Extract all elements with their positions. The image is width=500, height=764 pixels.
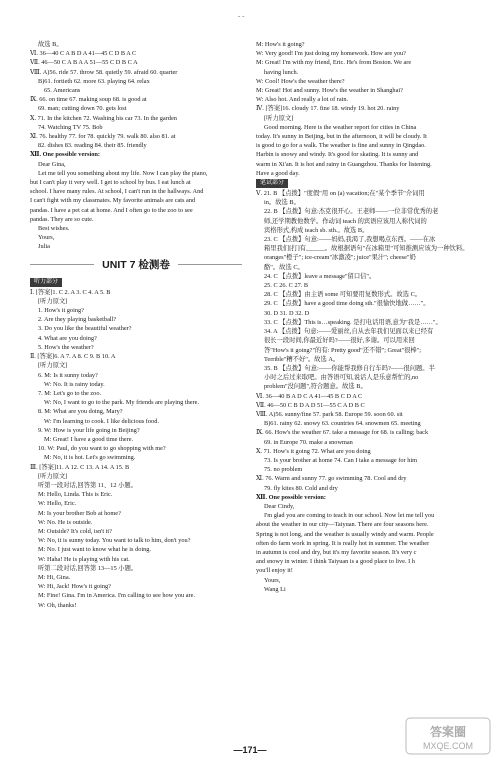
left-line: Ⅹ. 71. In the kitchen 72. Washing his car 73. In the garden <box>30 114 177 122</box>
left-line: W: No, it is sunny today. You want to talk to him, don't you? <box>38 537 191 545</box>
right-line: Spring is not long, and the weather is usually windy and warm. People <box>256 530 434 538</box>
left-column <box>30 40 242 610</box>
right-line: 35. B 【点拨】句意:——你能帮我修自行车吗?——很问题。半 <box>264 364 435 372</box>
written-section-label: 笔试部分 <box>256 179 288 188</box>
right-line: 答"How's it going?"的有: Pretty good"还不错"; Great"很棒"; <box>264 346 422 354</box>
right-line: 很长一段时间,你最近好吗?——很好,多谢。可以用来回 <box>264 337 415 345</box>
right-line: today. It's sunny in Beijing, but in the afternoon, it will be cloudy. It <box>256 133 427 141</box>
left-line: W: Haha! He is playing with his cat. <box>38 555 130 563</box>
left-line: Ⅱ. [答案]6. A 7. A 8. C 9. B 10. A <box>30 353 116 361</box>
left-line: but I can't play it very well. I get to school by bus. I eat lunch at <box>30 179 191 187</box>
left-line: 3. Do you like the beautiful weather? <box>38 325 132 333</box>
right-line: 30. D 31. D 32. D <box>264 309 310 317</box>
left-line: [听力原文] <box>38 362 68 370</box>
right-line: 22. B 【点拨】句意:杰克很开心。王老师——一位非常优秀的老 <box>264 208 439 216</box>
right-line: 23. C 【点拨】句意:——妈妈,我渴了,我想喝点东西。——在冰 <box>264 236 436 244</box>
right-line: about the weather in our city—Taiyuan. There are four seasons here. <box>256 521 429 529</box>
left-line: 82. dishes 83. reading 84. their 85. friendly <box>38 142 147 150</box>
right-line: 宾格形式,构成 teach sb. sth.。故选 B。 <box>264 226 369 234</box>
left-line: W: No, I want to go to the park. My friends are playing there. <box>44 399 200 407</box>
left-line: Ⅺ. 76. healthy 77. for 78. quickly 79. walk 80. also 81. at <box>30 133 176 141</box>
right-line: Harbin is snowy and windy. It's good for skating. It is sunny and <box>256 151 419 159</box>
left-line: I can't fight with my classmates. My favorite animals are cats and <box>30 197 196 205</box>
left-answers-unit6 <box>30 40 242 252</box>
right-written-answers <box>256 189 474 594</box>
left-line: pandas. I have a pet cat at home. And I often go to the zoo to see <box>30 206 193 214</box>
right-line: problem"没问题",符合题意。故选 B。 <box>264 383 367 391</box>
left-line: M: Is your brother Bob at home? <box>38 509 121 517</box>
unit-title: UNIT 7 检测卷 <box>94 256 178 274</box>
right-line: Ⅳ. [答案]16. cloudy 17. fine 18. windy 19. hot 20. rainy <box>256 105 400 113</box>
left-line: W: Oh, thanks! <box>38 601 77 609</box>
left-line: M: Fine! Gina. I'm in America. I'm calling to see how you are. <box>38 592 196 600</box>
right-line: Wang Li <box>264 585 286 593</box>
left-line: Let me tell you something about my life. Now I can play the piano, <box>38 169 208 177</box>
right-line: you'll enjoy it! <box>256 567 293 575</box>
left-line: Julia <box>38 243 50 251</box>
unit-banner <box>30 256 242 274</box>
right-line: M: Great! I'm with my friend, Eric. He's from Boston. We are <box>256 59 412 67</box>
right-line: B)61. rainy 62. snowy 63. countries 64. snowmen 65. meeting <box>264 420 421 428</box>
right-line: 33. C 【点拨】This is…speaking. 是打电话用语,意为"我是……"。 <box>264 318 442 326</box>
right-line: Ⅷ. A)56. sunny/fine 57. park 58. Europe 59. soon 60. sit <box>256 410 403 418</box>
right-line: 75. no problem <box>264 466 303 474</box>
left-line: Dear Gina, <box>38 160 66 168</box>
left-line: [听力原文] <box>38 297 68 305</box>
right-listening-text <box>256 40 474 178</box>
left-line: pandas. They are so cute. <box>30 215 94 223</box>
left-line: M: No, it is hot. Let's go swimming. <box>44 454 136 462</box>
right-line: 小时之后过来取吧。由答语可知,说话人是乐意帮忙的,no <box>264 374 419 382</box>
left-line: M: Outside? It's cold, isn't it? <box>38 527 112 535</box>
right-line: Dear Cindy, <box>264 502 295 510</box>
left-line: W: I'm learning to cook. I like delicious food. <box>44 417 159 425</box>
right-line: often do farm work in spring. It is really hot in summer. The weather <box>256 539 430 547</box>
left-line: 1. How's it going? <box>38 307 84 315</box>
left-line: 8. M: What are you doing, Mary? <box>38 408 123 416</box>
right-line: 酪"。故选 C。 <box>264 263 304 271</box>
right-line: W: Cool! How's the weather there? <box>256 77 345 85</box>
left-line: 5. How's the weather? <box>38 343 94 351</box>
right-line: oranges"橙子"; ice-cream"冰激凌"; juice"果汁"; cheese"奶 <box>264 254 416 262</box>
left-line: M: Great! I have a good time there. <box>44 435 134 443</box>
svg-text:答案圈: 答案圈 <box>429 725 467 739</box>
right-line: is good to go for a walk. The weather is fine and sunny in Qingdao. <box>256 142 426 150</box>
right-line: Ⅵ. 36—40 B A D C A 41—45 B C D A C <box>256 392 363 400</box>
left-answers-unit7 <box>30 288 242 610</box>
left-line: Best wishes. <box>38 225 70 233</box>
left-line: W: No. He is outside. <box>38 518 93 526</box>
right-line: having lunch. <box>264 68 299 76</box>
right-line: 79. fly kites 80. Cold and dry <box>264 484 338 492</box>
left-line: [听力原文] <box>38 472 68 480</box>
left-line: W: Hi, Jack! How's it going? <box>38 583 111 591</box>
right-line: W: Very good! I'm just doing my homework. How are you? <box>256 50 406 58</box>
right-line: 73. Is your brother at home 74. Can I take a message for him <box>264 456 418 464</box>
right-line: M: How's it going? <box>256 41 305 48</box>
left-line: W: No. It is rainy today. <box>44 380 105 388</box>
left-line: Ⅻ. One possible version: <box>30 151 100 159</box>
left-line: Ⅲ. [答案]11. A 12. C 13. A 14. A 15. B <box>30 463 130 471</box>
page-number: —171— <box>233 745 267 755</box>
left-line: 74. Watching TV 75. Bob <box>38 123 103 131</box>
left-line: 4. What are you doing? <box>38 334 97 342</box>
right-line: 29. C 【点拨】have a good time doing sth."很愉快地做……"。 <box>264 300 430 308</box>
left-line: 9. W: How is your life going in Beijing? <box>38 426 140 434</box>
left-line: 6. M: Is it sunny today? <box>38 371 98 379</box>
left-line: M: Hello, Linda. This is Eric. <box>38 491 113 499</box>
right-line: [听力原文] <box>264 114 294 122</box>
right-line: Ⅸ. 66. How's the weather 67. take a message for 68. is calling; back <box>256 429 429 437</box>
right-line: Ⅹ. 71. How's it going 72. What are you doing <box>256 447 371 455</box>
right-line: Terrible"糟不好"。故选 A。 <box>264 355 340 363</box>
left-line: 听第一段对话,回答第 11、12 小题。 <box>38 481 137 489</box>
left-line: Ⅶ. 46—50 C A B A A 51—55 C D B C A <box>30 59 138 67</box>
right-line: M: Great! Hot and sunny. How's the weather in Shanghai? <box>256 87 403 95</box>
right-line: warm in Xi'an. It is hot and rainy in Guangzhou. Thanks for listening. <box>256 160 432 168</box>
left-line: Ⅸ. 66. on time 67. making soup 68. is good at <box>30 96 147 104</box>
top-mark: ‐ ‐ <box>238 12 245 20</box>
left-line: 65. Americans <box>44 87 81 95</box>
right-line: 24. C 【点拨】leave a message"留口信"。 <box>264 272 376 280</box>
right-line: 25. C 26. C 27. B <box>264 282 309 290</box>
left-line: 69. man; cutting down 70. gets lost <box>38 105 127 113</box>
right-line: 34. A 【点拨】句意:——爱丽丝,自从去年我们见面以来已经有 <box>264 328 434 336</box>
right-line: 箱里我们[打]有______。故根据语句"在冰箱里"可知推测应该为一种饮料。 <box>264 245 469 253</box>
right-line: Ⅴ. 21. B 【点拨】"度假"用 on (a) vacation;在"某个季节"介词用 <box>256 190 425 198</box>
right-line: Have a good day. <box>256 169 300 177</box>
right-line: Yours, <box>264 576 281 584</box>
right-line: Ⅺ. 76. Warm and sunny 77. go swimming 78. Cool and dry <box>256 475 407 483</box>
right-line: 69. in Europe 70. make a snowman <box>264 438 353 446</box>
left-line: 故选 B。 <box>38 41 63 48</box>
right-line: and snowy in winter. I think Taiyuan is a good place to live. I h <box>256 558 415 566</box>
right-line: I'm glad you are coming to teach in our school. Now let me tell you <box>264 512 435 520</box>
right-line: 28. C 【点拨】由主语 some 可知要用复数形式。故选 C。 <box>264 291 422 299</box>
left-line: Ⅵ. 36—40 C A B D A 41—45 C D B A C <box>30 50 137 58</box>
right-column <box>256 40 474 594</box>
listening-section-label: 听力部分 <box>30 278 62 287</box>
left-line: 7. M: Let's go to the zoo. <box>38 389 102 397</box>
right-line: in。故选 B。 <box>264 199 300 207</box>
left-line: school. I have many rules. At school, I can't run in the hallways. And <box>30 188 204 196</box>
left-line: Yours, <box>38 234 55 242</box>
left-line: M: Hi, Gina. <box>38 573 71 581</box>
right-line: W: Also hot. And really a lot of rain. <box>256 96 349 104</box>
left-line: B)61. fortieth 62. more 63. playing 64. relax <box>38 77 150 85</box>
left-line: 听第二段对话,回答第 13—15 小题。 <box>38 564 138 572</box>
left-line: Ⅷ. A)56. ride 57. throw 58. quietly 59. afraid 60. quarter <box>30 68 178 76</box>
left-line: Ⅰ. [答案]1. C 2. A 3. C 4. A 5. B <box>30 288 111 296</box>
right-line: Ⅻ. One possible version: <box>256 493 326 501</box>
left-line: M: No. I just want to know what he is doing. <box>38 546 151 554</box>
right-line: Ⅶ. 46—50 C B D A D 51—55 C A D B C <box>256 401 365 409</box>
right-line: Good morning. Here is the weather report for cities in China <box>264 123 417 131</box>
right-line: in autumn is cool and dry, but it's my favorite season. It's very c <box>256 548 417 556</box>
right-line: 师,还学期教他数学。作动词 teach 的宾语应该用人称代词的 <box>264 217 427 225</box>
left-line: W: Hello, Eric. <box>38 500 77 508</box>
svg-text:MXQE.COM: MXQE.COM <box>422 741 474 751</box>
left-line: 10. W: Paul, do you want to go shopping with me? <box>38 445 166 453</box>
watermark-logo <box>404 714 492 758</box>
left-line: 2. Are they playing basketball? <box>38 316 117 324</box>
